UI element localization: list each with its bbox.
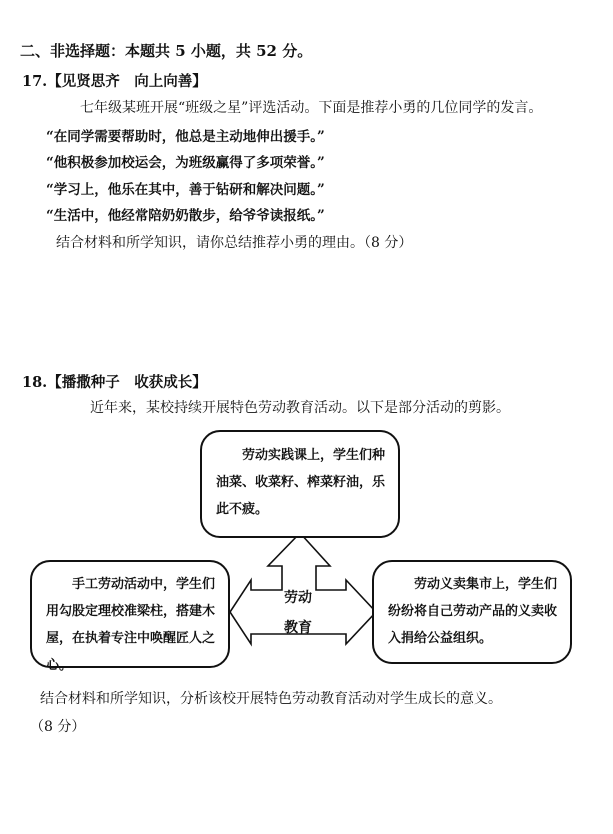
quote-2: “他积极参加校运会，为班级赢得了多项荣誉。” <box>46 155 325 171</box>
question-17-task: 结合材料和所学知识，请你总结推荐小勇的理由。（8 分） <box>56 235 413 251</box>
section-title: 二、非选择题：本题共 5 小题，共 52 分。 <box>20 42 313 60</box>
question-18-task: 结合材料和所学知识，分析该校开展特色劳动教育活动对学生成长的意义。 <box>40 691 502 707</box>
question-18-title: 18.【播撒种子 收获成长】 <box>22 374 207 391</box>
question-17-title: 17.【见贤思齐 向上向善】 <box>22 73 207 90</box>
activity-box-left: 手工劳动活动中，学生们用勾股定理校准梁柱，搭建木屋，在执着专注中唤醒匠人之心。 <box>30 560 230 668</box>
diagram-center-label-2: 教育 <box>284 620 312 636</box>
activity-box-right: 劳动义卖集市上，学生们纷纷将自己劳动产品的义卖收入捐给公益组织。 <box>372 560 572 664</box>
question-18-score: （8 分） <box>30 719 86 735</box>
quote-4: “生活中，他经常陪奶奶散步，给爷爷读报纸。” <box>46 208 325 224</box>
diagram-center-label-1: 劳动 <box>284 590 312 606</box>
question-17-intro: 七年级某班开展“班级之星”评选活动。下面是推荐小勇的几位同学的发言。 <box>80 100 543 116</box>
activity-box-top: 劳动实践课上，学生们种油菜、收菜籽、榨菜籽油，乐此不疲。 <box>200 430 400 538</box>
quote-3: “学习上，他乐在其中，善于钻研和解决问题。” <box>46 182 325 198</box>
question-18-intro: 近年来，某校持续开展特色劳动教育活动。以下是部分活动的剪影。 <box>90 400 510 416</box>
quote-1: “在同学需要帮助时，他总是主动地伸出援手。” <box>46 129 325 145</box>
